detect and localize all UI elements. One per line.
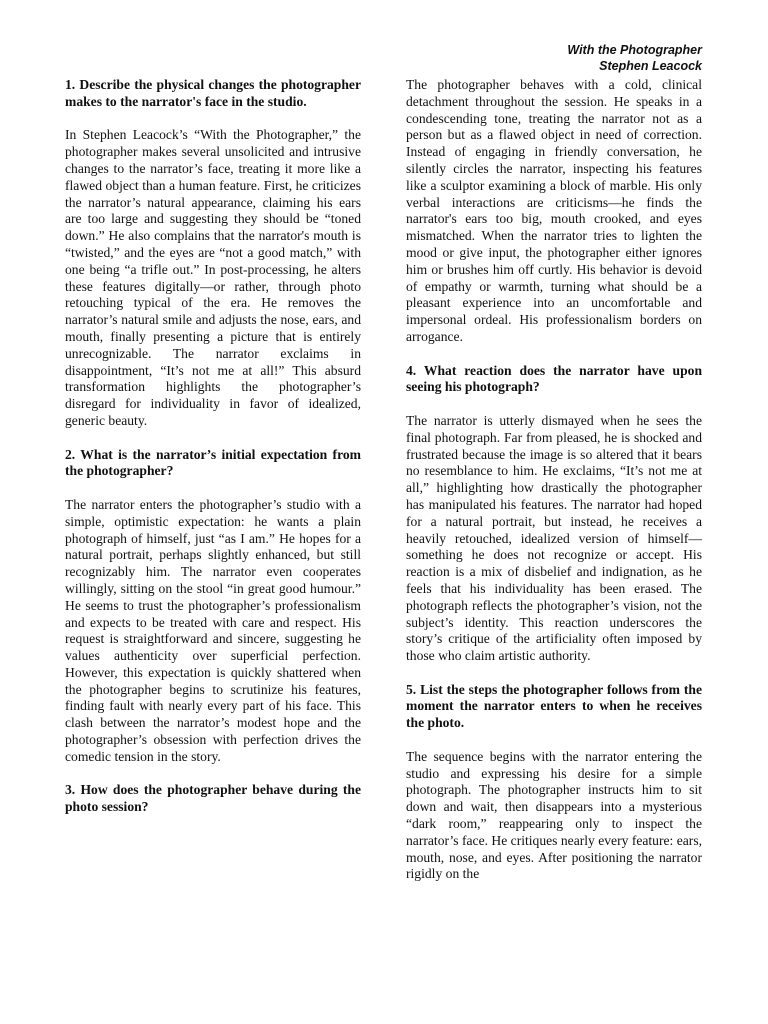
question-5: 5. List the steps the photographer follows from the moment the narrator enters to when he receives the photo. <box>406 681 702 731</box>
answer-2: The narrator enters the photographer’s studio with a simple, optimistic expectation: he wants a plain photograph of himself, just “as I am.” He hopes for a natural portrait, perhaps slightly enhanced, but still recognizably him. The narrator even cooperates willingly, sitting on the stool “in great good humour.” He seems to trust the photographer’s professionalism and expects to be treated with care and respect. His request is straightforward and sincere, suggesting he values authenticity over superficial perfection. However, this expectation is quickly shattered when the photographer begins to scrutinize his features, finding fault with nearly every part of his face. This clash between the narrator’s modest hope and the photographer’s obsession with perfection drives the comedic tension in the story. <box>65 496 361 764</box>
header-title: With the Photographer <box>567 43 702 57</box>
right-column <box>406 77 702 900</box>
answer-5: The sequence begins with the narrator entering the studio and expressing his desire for a simple photograph. The photographer instructs him to sit down and wait, then disappears into a mysterious “dark room,” reappearing only to inspect the narrator’s face. He critiques nearly every feature: ears, mouth, nose, and eyes. After positioning the narrator rigidly on the <box>406 748 703 882</box>
answer-1: In Stephen Leacock’s “With the Photographer,” the photographer makes several unsolicited and intrusive changes to the narrator’s face, treating it more like a flawed object than a human feature. First, he criticizes the narrator’s natural appearance, claiming his ears are too large and suggesting they should be “toned down.” He also complains that the narrator's mouth is “twisted,” and the eyes are “not a good match,” with one being “a trifle out.” In post-processing, he alters these features digitally—or rather, through photo retouching typical of the era. He removes the narrator’s natural smile and adjusts the nose, ears, and mouth, finally presenting a picture that is entirely unrecognizable. The narrator exclaims in disappointment, “It’s not me at all!” This absurd transformation highlights the photographer’s disregard for individuality in favor of idealized, generic beauty. <box>65 127 361 428</box>
answer-4: The narrator is utterly dismayed when he sees the final photograph. Far from pleased, he is shocked and frustrated because the image is so altered that it bears no resemblance to him. He exclaims, “It’s not me at all,” highlighting how drastically the photographer has manipulated his features. The narrator had hoped for a natural portrait, but instead, he receives a heavily retouched, idealized version of himself—something he does not recognize or accept. His reaction is a mix of disbelief and indignation, as he feels that his individuality has been erased. The photograph reflects the photographer’s vision, not the subject’s identity. This reaction underscores the story’s critique of the artificiality often imposed by those who claim artistic authority. <box>406 412 702 664</box>
question-3: 3. How does the photographer behave during the photo session? <box>65 782 361 815</box>
question-2: 2. What is the narrator’s initial expectation from the photographer? <box>65 446 361 479</box>
question-4: 4. What reaction does the narrator have upon seeing his photograph? <box>406 362 702 395</box>
question-1: 1. Describe the physical changes the photographer makes to the narrator's face in the studio. <box>65 77 361 109</box>
answer-3: The photographer behaves with a cold, clinical detachment throughout the session. He speaks in a condescending tone, treating the narrator not as a person but as a flawed object in need of correction. Instead of engaging in friendly conversation, he silently circles the narrator, inspecting his features like a sculptor examining a block of marble. His only verbal interactions are criticisms—he finds the narrator's ears too big, mouth crooked, and eyes mismatched. When the narrator tries to lighten the mood or give input, the photographer either ignores him or brushes him off curtly. His behavior is devoid of empathy or warmth, turning what should be a pleasant experience into an uncomfortable and impersonal ordeal. His professionalism borders on arrogance. <box>406 77 702 344</box>
left-column <box>65 77 361 833</box>
header-author: Stephen Leacock <box>599 59 702 73</box>
running-header <box>567 42 702 74</box>
